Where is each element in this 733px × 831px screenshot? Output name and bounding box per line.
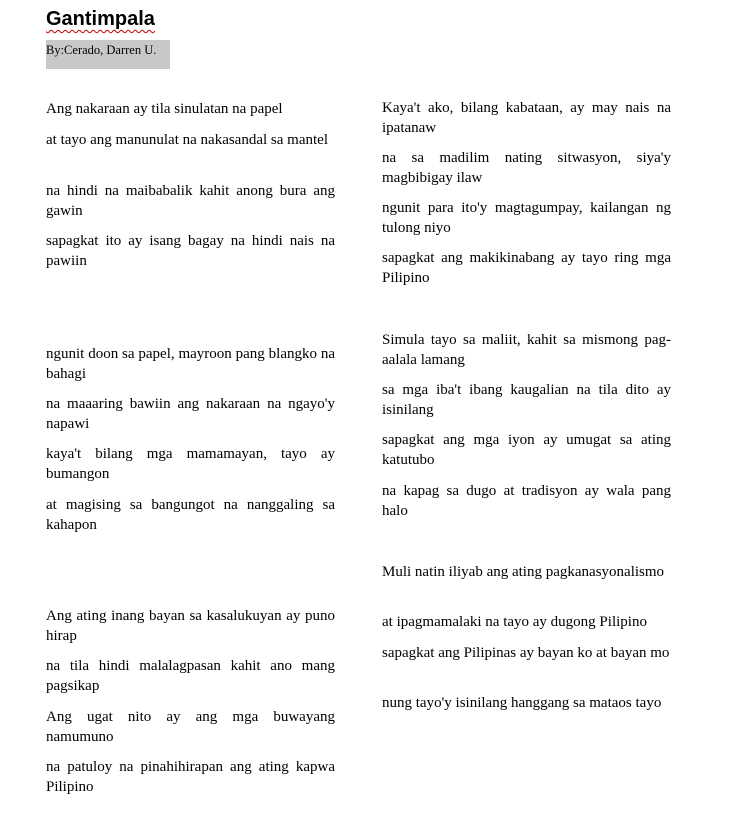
poem-line: na patuloy na pinahihirapan ang ating kapwa Pilipino <box>46 759 335 795</box>
poem-line: kaya't bilang mga mamamayan, tayo ay bumangon <box>46 446 335 482</box>
poem-line: sapagkat ang mga iyon ay umugat sa ating katutubo <box>382 432 671 468</box>
poem-line: ngunit para ito'y magtagumpay, kailangan ng tulong niyo <box>382 200 671 236</box>
poem-line: at magising sa bangungot na nanggaling sa kahapon <box>46 497 335 533</box>
poem-line: nung tayo'y isinilang hanggang sa mataos tayo <box>382 695 662 711</box>
poem-line: Kaya't ako, bilang kabataan, ay may nais na ipatanaw <box>382 100 671 136</box>
poem-line: na hindi na maibabalik kahit anong bura ang gawin <box>46 183 335 219</box>
byline-highlight <box>46 40 170 69</box>
poem-line: na maaaring bawiin ang nakaraan na ngayo'y napawi <box>46 396 335 432</box>
poem-line: at tayo ang manunulat na nakasandal sa mantel <box>46 132 328 148</box>
poem-line: Ang ugat nito ay ang mga buwayang namumuno <box>46 709 335 745</box>
poem-line: na tila hindi malalagpasan kahit ano mang pagsikap <box>46 658 335 694</box>
document-title: Gantimpala <box>46 8 155 30</box>
poem-line: na kapag sa dugo at tradisyon ay wala pang halo <box>382 483 671 519</box>
poem-line: sa mga iba't ibang kaugalian na tila dito ay isinilang <box>382 382 671 418</box>
poem-line: Simula tayo sa maliit, kahit sa mismong pag-aalala lamang <box>382 332 671 368</box>
poem-line: sapagkat ang Pilipinas ay bayan ko at bayan mo <box>382 645 670 661</box>
poem-line: at ipagmamalaki na tayo ay dugong Pilipino <box>382 614 647 630</box>
poem-line: ngunit doon sa papel, mayroon pang blangko na bahagi <box>46 346 335 382</box>
poem-line: Muli natin iliyab ang ating pagkanasyonalismo <box>382 564 665 580</box>
poem-line: Ang ating inang bayan sa kasalukuyan ay puno hirap <box>46 608 335 644</box>
poem-line: Ang nakaraan ay tila sinulatan na papel <box>46 101 283 117</box>
poem-line: sapagkat ang makikinabang ay tayo ring mga Pilipino <box>382 250 671 286</box>
author-byline: By:Cerado, Darren U. <box>46 43 157 57</box>
poem-line: na sa madilim nating sitwasyon, siya'y magbibigay ilaw <box>382 150 671 186</box>
poem-line: sapagkat ito ay isang bagay na hindi nais na pawiin <box>46 233 335 269</box>
